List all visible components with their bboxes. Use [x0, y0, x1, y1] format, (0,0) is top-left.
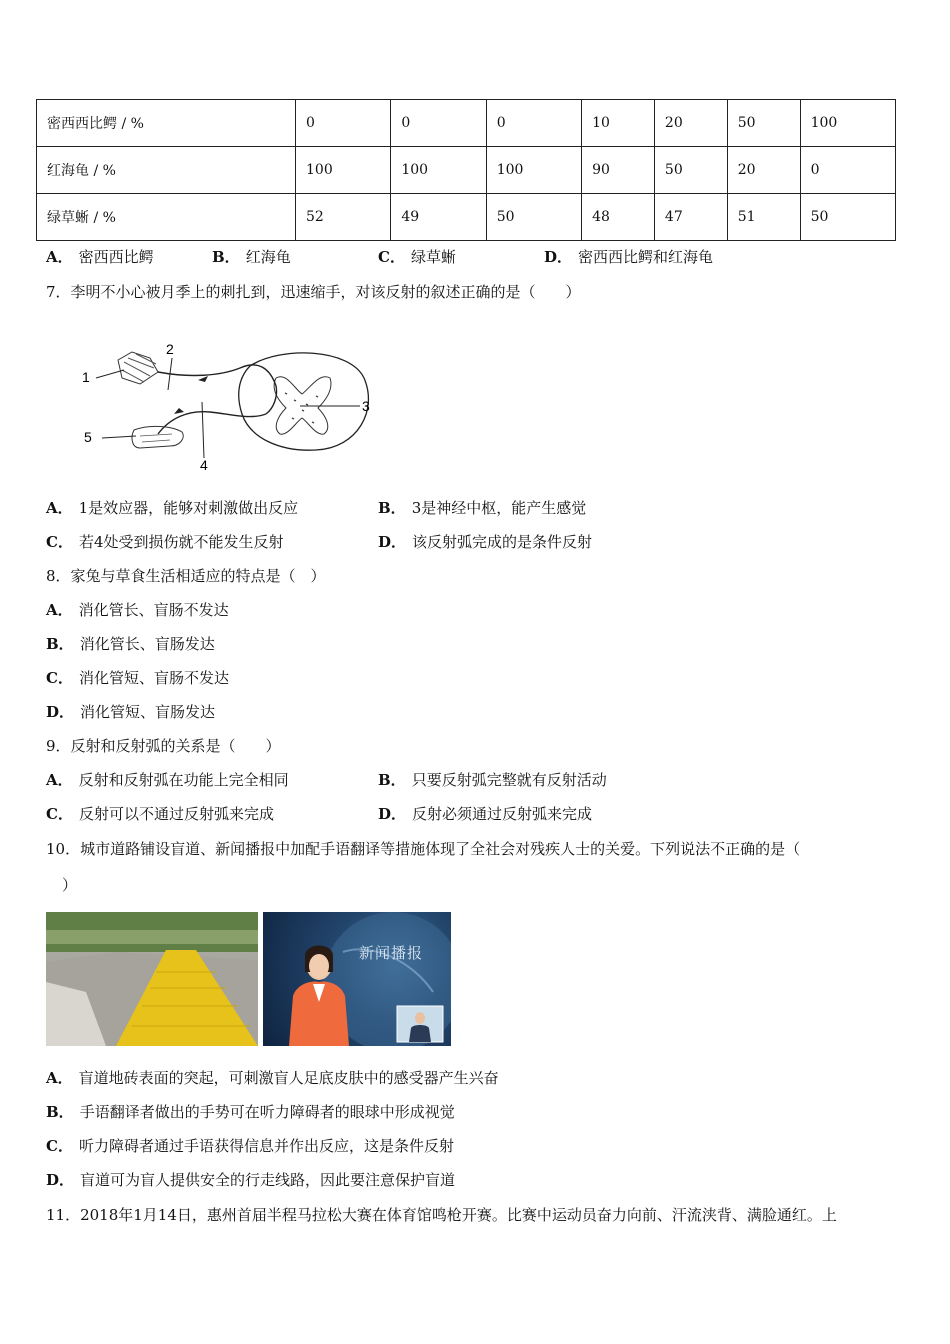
figure-label-4: 4 [200, 457, 208, 473]
table-row [37, 194, 896, 241]
table-cell: 0 [296, 100, 391, 147]
news-caption: 新闻播报 [359, 944, 424, 962]
q9-option-c: C． 反射可以不通过反射弧来完成 [46, 805, 274, 823]
table-cell: 0 [800, 147, 895, 194]
table-row [37, 100, 896, 147]
table-cell: 50 [486, 194, 581, 241]
figure-label-5: 5 [84, 429, 92, 445]
news-broadcast-photo [263, 912, 451, 1046]
data-table [36, 99, 896, 241]
q7-option-a: A． 1是效应器，能够对刺激做出反应 [46, 499, 299, 517]
table-row-label: 红海龟 / % [37, 147, 296, 194]
table-cell: 52 [296, 194, 391, 241]
table-cell: 20 [727, 147, 800, 194]
table-cell: 10 [582, 100, 655, 147]
q8-option-a: A． 消化管长、盲肠不发达 [46, 601, 229, 619]
q10-option-a: A． 盲道地砖表面的突起，可刺激盲人足底皮肤中的感受器产生兴奋 [46, 1069, 499, 1087]
q10-option-d: D． 盲道可为盲人提供安全的行走线路，因此要注意保护盲道 [46, 1171, 456, 1189]
q9-stem: 9．反射和反射弧的关系是（ ） [46, 737, 281, 755]
table-cell: 48 [582, 194, 655, 241]
table-cell: 0 [486, 100, 581, 147]
q7-option-d: D． 该反射弧完成的是条件反射 [378, 533, 593, 551]
figure-label-3: 3 [362, 398, 370, 414]
table-row-label: 绿草蜥 / % [37, 194, 296, 241]
table-row [37, 147, 896, 194]
table-cell: 50 [800, 194, 895, 241]
table-cell: 100 [296, 147, 391, 194]
table-cell: 100 [391, 147, 486, 194]
q9-option-a: A． 反射和反射弧在功能上完全相同 [46, 771, 289, 789]
q9-option-b: B． 只要反射弧完整就有反射活动 [378, 771, 607, 789]
q10-stem-line1: 10．城市道路铺设盲道、新闻播报中加配手语翻译等措施体现了全社会对残疾人士的关爱。下列说法不正确的是（ [46, 840, 801, 858]
table-cell: 49 [391, 194, 486, 241]
q6-option-c: C． 绿草蜥 [378, 248, 456, 266]
q8-stem: 8．家兔与草食生活相适应的特点是（ ） [46, 567, 326, 585]
table-cell: 50 [727, 100, 800, 147]
q9-option-d: D． 反射必须通过反射弧来完成 [378, 805, 593, 823]
q8-option-d: D． 消化管短、盲肠发达 [46, 703, 216, 721]
q6-option-a: A． 密西西比鳄 [46, 248, 154, 266]
table-cell: 100 [486, 147, 581, 194]
q6-option-d: D． 密西西比鳄和红海龟 [544, 248, 714, 266]
q11-stem: 11．2018年1月14日，惠州首届半程马拉松大赛在体育馆鸣枪开赛。比赛中运动员奋力向前、汗流浃背、满脸通红。上 [46, 1206, 837, 1224]
q10-option-b: B． 手语翻译者做出的手势可在听力障碍者的眼球中形成视觉 [46, 1103, 455, 1121]
q6-option-b: B． 红海龟 [212, 248, 291, 266]
table-row-label: 密西西比鳄 / % [37, 100, 296, 147]
table-cell: 100 [800, 100, 895, 147]
q7-option-b: B． 3是神经中枢，能产生感觉 [378, 499, 587, 517]
table-cell: 50 [654, 147, 727, 194]
table-cell: 47 [654, 194, 727, 241]
table-cell: 0 [391, 100, 486, 147]
table-cell: 51 [727, 194, 800, 241]
reflex-arc-figure [80, 338, 380, 473]
q10-stem-line2: ） [62, 876, 78, 894]
table-cell: 90 [582, 147, 655, 194]
q10-option-c: C． 听力障碍者通过手语获得信息并作出反应，这是条件反射 [46, 1137, 454, 1155]
q8-option-b: B． 消化管长、盲肠发达 [46, 635, 215, 653]
q7-stem: 7．李明不小心被月季上的刺扎到，迅速缩手，对该反射的叙述正确的是（ ） [46, 283, 581, 301]
figure-label-2: 2 [166, 341, 174, 357]
figure-label-1: 1 [82, 369, 90, 385]
spinal-cord-outline [239, 353, 369, 450]
tactile-paving-photo [46, 912, 258, 1046]
table-cell: 20 [654, 100, 727, 147]
q7-option-c: C． 若4处受到损伤就不能发生反射 [46, 533, 284, 551]
q8-option-c: C． 消化管短、盲肠不发达 [46, 669, 229, 687]
